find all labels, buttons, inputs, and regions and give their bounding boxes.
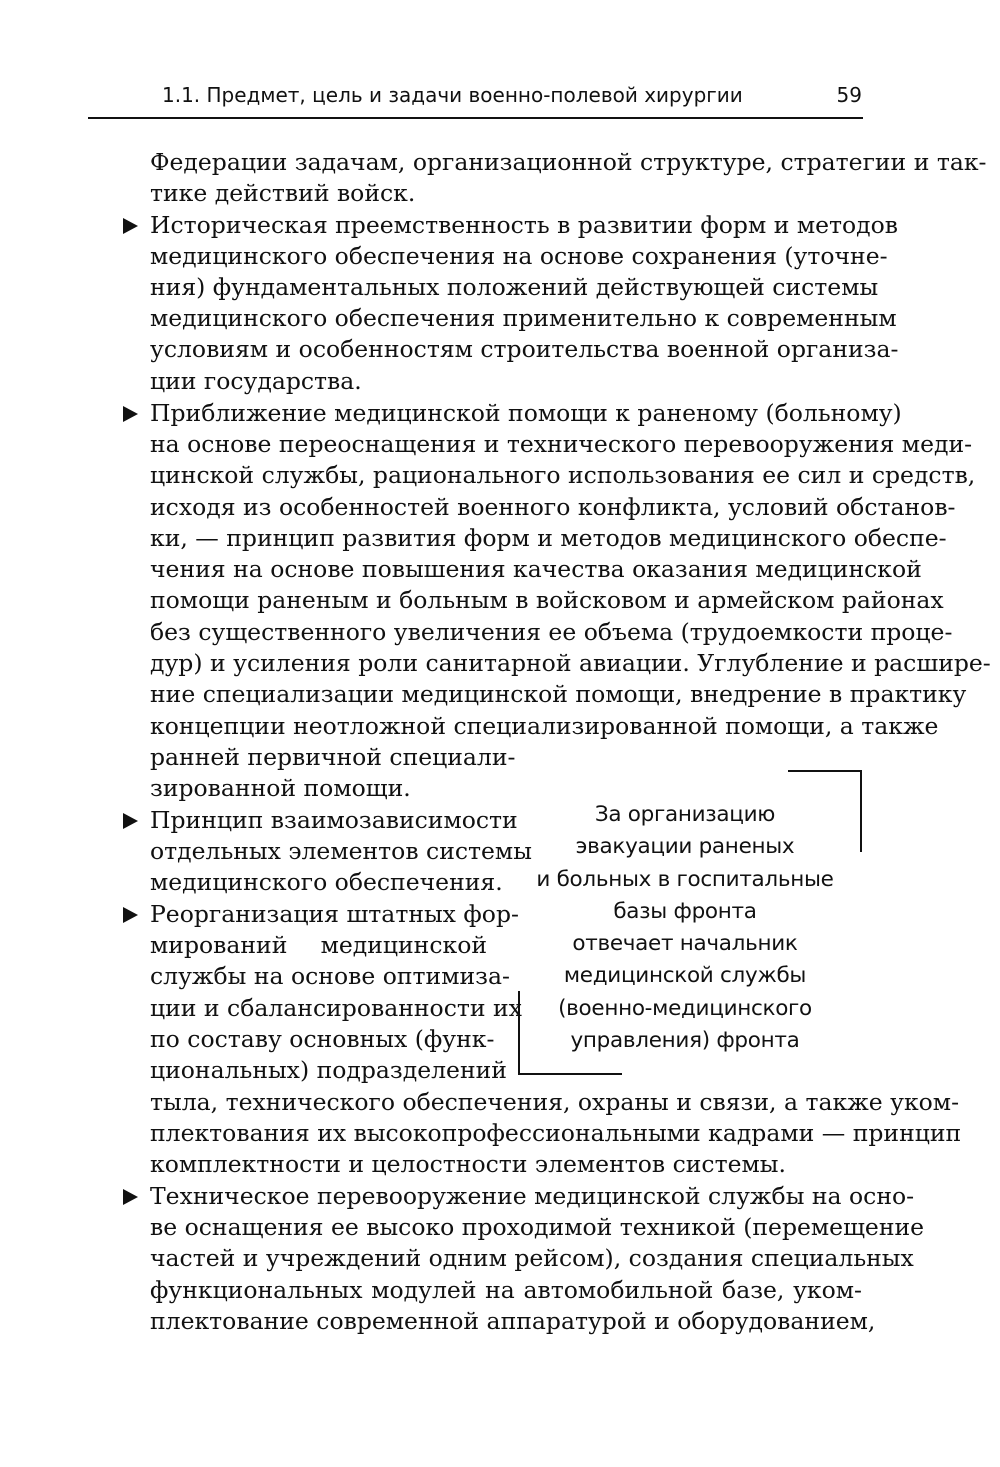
body-line: на основе переоснащения и технического перевооружения меди-	[150, 430, 973, 458]
body-line: Реорганизация штатных фор-	[150, 900, 519, 928]
body-line: цинской службы, рационального использования ее сил и средств,	[150, 461, 976, 489]
callout-bracket-right	[860, 770, 862, 852]
bullet-marker-icon	[123, 1189, 138, 1205]
callout-line: (военно-медицинского	[558, 995, 812, 1021]
callout-line: базы фронта	[613, 898, 757, 924]
callout-bracket-top	[788, 770, 861, 772]
body-line: медицинского обеспечения на основе сохранения (уточне-	[150, 242, 888, 270]
body-line: плектование современной аппаратурой и оборудованием,	[150, 1307, 876, 1335]
body-line: Историческая преемственность в развитии форм и методов	[150, 211, 899, 239]
callout-line: управления) фронта	[570, 1028, 800, 1054]
body-line: Техническое перевооружение медицинской службы на осно-	[150, 1182, 915, 1210]
body-line: дур) и усиления роли санитарной авиации. Углубление и расшире-	[150, 649, 991, 677]
bullet-marker-icon	[123, 406, 138, 422]
body-line: медицинского обеспечения применительно к современным	[150, 304, 897, 332]
body-line: службы на основе оптимиза-	[150, 962, 510, 990]
body-line: ранней первичной специали-	[150, 743, 516, 771]
callout-line: медицинской службы	[563, 963, 807, 989]
callout-box	[520, 799, 850, 1057]
body-line: ки, — принцип развития форм и методов медицинского обеспе-	[150, 524, 947, 552]
body-line: ции и сбалансированности их	[150, 994, 522, 1022]
body-line: ции государства.	[150, 367, 362, 395]
body-line: мирований медицинской	[150, 931, 487, 959]
body-line: циональных) подразделений	[150, 1056, 507, 1084]
bullet-marker-icon	[123, 813, 138, 829]
callout-bracket-bottom	[518, 1073, 622, 1075]
running-head	[162, 82, 862, 108]
body-line: ние специализации медицинской помощи, внедрение в практику	[150, 680, 967, 708]
body-line: комплектности и целостности элементов системы.	[150, 1150, 786, 1178]
body-line: медицинского обеспечения.	[150, 868, 503, 896]
body-line: ве оснащения ее высоко проходимой техникой (перемещение	[150, 1213, 925, 1241]
callout-line: За организацию	[594, 802, 776, 827]
body-line: Принцип взаимозависимости	[150, 806, 518, 834]
body-line: зированной помощи.	[150, 774, 411, 802]
body-line: тыла, технического обеспечения, охраны и связи, а также уком-	[150, 1088, 960, 1116]
body-line: плектования их высокопрофессиональными кадрами — принцип	[150, 1119, 962, 1147]
body-line: отдельных элементов системы	[150, 837, 532, 865]
bullet-marker-icon	[123, 907, 138, 923]
body-line: по составу основных (функ-	[150, 1025, 495, 1053]
header-rule	[88, 117, 863, 119]
body-line: чения на основе повышения качества оказания медицинской	[150, 555, 922, 583]
body-line: без существенного увеличения ее объема (трудоемкости проце-	[150, 618, 953, 646]
body-line: условиям и особенностям строительства военной организа-	[150, 335, 899, 363]
body-line: помощи раненым и больным в войсковом и армейском районах	[150, 586, 944, 614]
body-line: частей и учреждений одним рейсом), создания специальных	[150, 1244, 914, 1272]
body-line: Федерации задачам, организационной структуре, стратегии и так-	[150, 148, 987, 176]
callout-line: и больных в госпитальные	[536, 866, 834, 892]
body-line: функциональных модулей на автомобильной базе, уком-	[150, 1276, 862, 1304]
callout-line: эвакуации раненых	[575, 834, 795, 860]
body-line: тике действий войск.	[150, 179, 416, 207]
body-line: концепции неотложной специализированной помощи, а также	[150, 712, 939, 740]
chapter-title: 1.1. Предмет, цель и задачи военно-полевой хирургии	[162, 83, 743, 107]
callout-line: отвечает начальник	[572, 931, 798, 957]
body-line: ния) фундаментальных положений действующей системы	[150, 273, 879, 301]
page-number: 59	[836, 83, 862, 107]
body-line: исходя из особенностей военного конфликта, условий обстанов-	[150, 493, 956, 521]
body-line: Приближение медицинской помощи к раненому (больному)	[150, 399, 902, 427]
bullet-marker-icon	[123, 218, 138, 234]
